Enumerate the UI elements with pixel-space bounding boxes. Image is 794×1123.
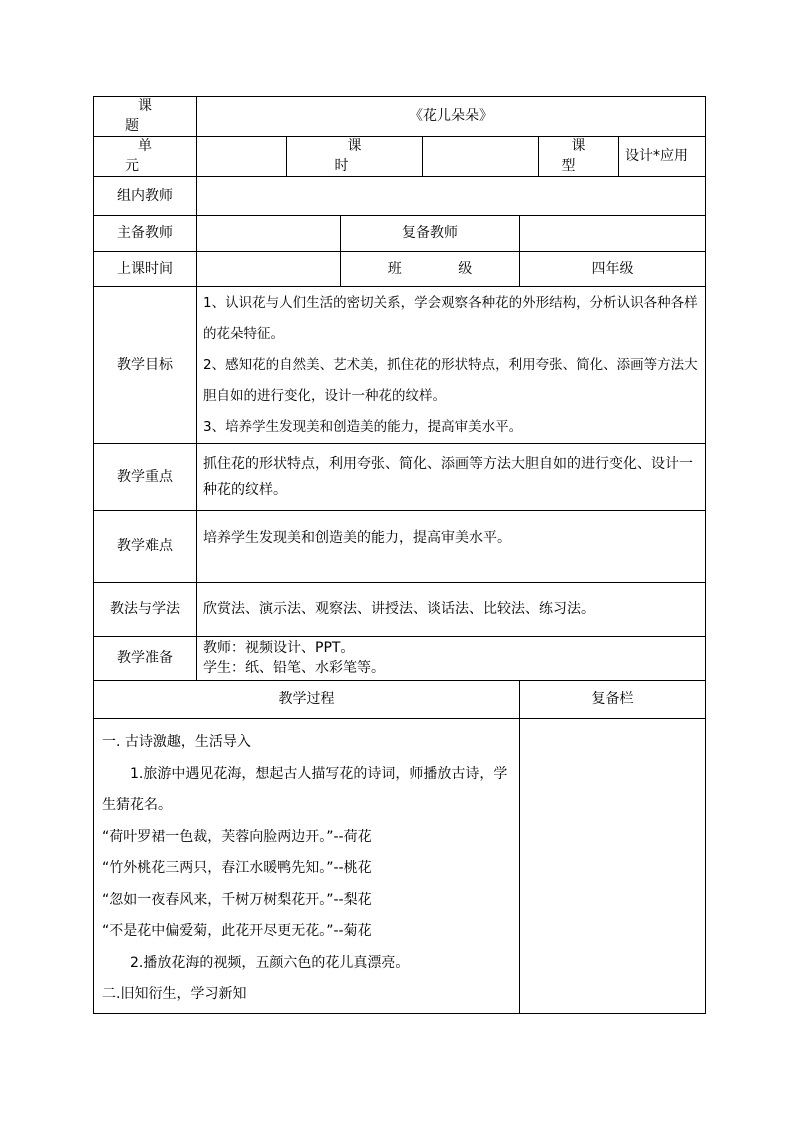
process-content [94,719,520,1014]
period-label: 课 时 [287,137,423,177]
topic-label: 课 题 [94,97,197,137]
unit-value [197,137,287,177]
period-value [423,137,539,177]
preparation-content [197,637,706,681]
key-points-row [94,444,706,511]
difficulties-text: 培养学生发现美和创造美的能力，提高审美水平。 [197,511,706,583]
process-header: 教学过程 [94,681,520,719]
grade-value: 四年级 [520,252,706,287]
difficulties-row [94,511,706,583]
difficulties-label: 教学难点 [94,511,197,583]
methods-text: 欣赏法、演示法、观察法、讲授法、谈话法、比较法、练习法。 [197,583,706,637]
process-line: “忽如一夜春风来，千树万树梨花开。”--梨花 [102,891,372,908]
lead-teacher-value [197,216,341,252]
goals-label: 教学目标 [94,287,197,444]
type-value: 设计*应用 [619,137,706,177]
group-teachers-value [197,177,706,216]
group-teachers-label: 组内教师 [94,177,197,216]
key-points-text: 抓住花的形状特点，利用夸张、简化、添画等方法大胆自如的进行变化、设计一种花的纹样。 [197,444,706,511]
group-teachers-row [94,177,706,216]
process-header-row [94,681,706,719]
lesson-title: 《花儿朵朵》 [197,97,706,137]
review-column [520,719,706,1014]
class-time-label: 上课时间 [94,252,197,287]
goal-item: 2、感知花的自然美、艺术美，抓住花的形状特点，利用夸张、简化、添画等方法大胆自如的进行变化，设计一种花的纹样。 [203,356,698,404]
class-time-value [197,252,341,287]
unit-row [94,137,706,177]
goal-item: 1、认识花与人们生活的密切关系，学会观察各种花的外形结构，分析认识各种各样的花朵特征。 [203,294,698,342]
key-points-label: 教学重点 [94,444,197,511]
review-teacher-value [520,216,706,252]
preparation-student: 学生：纸、铅笔、水彩笔等。 [203,659,385,676]
process-line: “竹外桃花三两只，春江水暖鸭先知。”--桃花 [102,860,372,877]
preparation-teacher: 教师：视频设计、PPT。 [203,640,355,657]
teachers-row [94,216,706,252]
methods-label: 教法与学法 [94,583,197,637]
process-line: “荷叶罗裙一色裁，芙蓉向脸两边开。”--荷花 [102,828,372,845]
process-body-row [94,719,706,1014]
preparation-label: 教学准备 [94,637,197,681]
process-line: 1.旅游中遇见花海，想起古人描写花的诗词，师播放古诗，学生猜花名。 [102,765,508,814]
goals-row [94,287,706,444]
process-line: 一. 古诗激趣，生活导入 [102,734,251,751]
review-teacher-label: 复备教师 [341,216,520,252]
review-column-header: 复备栏 [520,681,706,719]
type-label: 课 型 [539,137,619,177]
process-line: “不是花中偏爱菊，此花开尽更无花。”--菊花 [102,923,372,940]
topic-row [94,97,706,137]
process-line: 二.旧知衍生，学习新知 [102,986,247,1003]
goal-item: 3、培养学生发现美和创造美的能力，提高审美水平。 [203,418,523,435]
class-time-row [94,252,706,287]
preparation-row [94,637,706,681]
grade-label: 班 级 [341,252,520,287]
lesson-plan-table [93,96,706,1014]
goals-content [197,287,706,444]
lead-teacher-label: 主备教师 [94,216,197,252]
methods-row [94,583,706,637]
unit-label: 单 元 [94,137,197,177]
process-line: 2.播放花海的视频，五颜六色的花儿真漂亮。 [130,954,410,971]
